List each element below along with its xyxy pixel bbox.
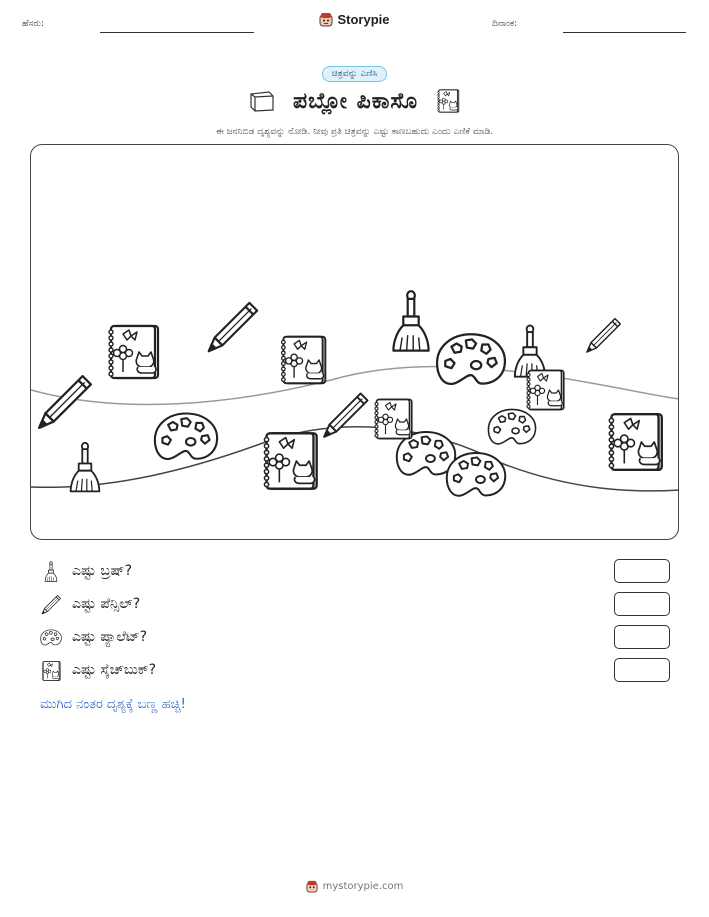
- pencil-icon: [209, 303, 257, 351]
- activity-tag-label: ಚಿತ್ರವನ್ನು ಎಣಿಸಿ: [322, 66, 388, 82]
- sketchbook-icon: [109, 326, 158, 378]
- brush-answer-box[interactable]: [614, 559, 670, 583]
- pencil-icon: [324, 393, 367, 436]
- brand-header: [0, 12, 709, 27]
- question-text: ಎಷ್ಟು ಪೆನ್ಸಿಲ್?: [72, 596, 141, 612]
- sketchbook-icon: [527, 371, 564, 410]
- brand-name: Storypie: [337, 12, 390, 27]
- question-brush: [40, 559, 670, 585]
- brush-icon: [71, 443, 100, 492]
- pencil-icon: [40, 594, 62, 616]
- question-pencil: [40, 592, 670, 618]
- sketchbook-icon: [40, 660, 62, 682]
- pencil-icon: [587, 319, 620, 352]
- footer: [0, 880, 709, 893]
- question-text: ಎಷ್ಟು ಸ್ಕೆಚ್‌ಬುಕ್?: [72, 662, 157, 678]
- name-label: ಹೆಸರು:: [22, 19, 45, 29]
- question-text: ಎಷ್ಟು ಬ್ರಷ್?: [72, 563, 132, 579]
- question-text: ಎಷ್ಟು ಪ್ಯಾಲೆಟ್?: [72, 629, 148, 645]
- sketchbook-icon: [282, 337, 326, 383]
- sketchbook-icon: [609, 414, 662, 470]
- sketchbook-icon: [436, 88, 460, 114]
- storypie-logo-icon: [319, 12, 333, 27]
- instruction-text: ಈ ಜನನಿಬಿಡ ದೃಶ್ಯವನ್ನು ನೋಡಿ. ನೀವು ಪ್ರತಿ ಚಿತ್ರವನ್ನು ಎಷ್ಟು ಕಾಣಬಹುದು ಎಂದು ಎಣಿಕೆ ಮಾಡಿ.: [215, 127, 494, 137]
- scene-illustration: [31, 145, 679, 540]
- brush-icon: [515, 325, 545, 376]
- name-field-line[interactable]: [100, 32, 254, 33]
- counting-scene: [30, 144, 679, 540]
- palette-icon: [447, 453, 505, 496]
- pencil-icon: [39, 376, 91, 428]
- brush-icon: [40, 561, 62, 583]
- question-palette: [40, 625, 670, 651]
- page-title: ಪಬ್ಲೋ ಪಿಕಾಸೊ: [292, 88, 419, 114]
- palette-icon: [155, 413, 217, 458]
- storypie-logo-icon: [306, 880, 318, 893]
- pencil-answer-box[interactable]: [614, 592, 670, 616]
- closing-note: ಮುಗಿದ ನಂತರ ದೃಶ್ಯಕ್ಕೆ ಬಣ್ಣ ಹಚ್ಚಿ!: [40, 697, 186, 712]
- book-icon: [249, 90, 275, 112]
- sketchbook-answer-box[interactable]: [614, 658, 670, 682]
- date-label: ದಿನಾಂಕ:: [492, 19, 518, 29]
- question-sketchbook: [40, 658, 670, 684]
- activity-tag: [0, 66, 709, 82]
- palette-icon: [40, 627, 62, 649]
- palette-icon: [488, 409, 535, 443]
- brush-icon: [393, 291, 428, 350]
- date-field-line[interactable]: [563, 32, 686, 33]
- title-row: [0, 88, 709, 114]
- palette-icon: [437, 334, 505, 384]
- palette-answer-box[interactable]: [614, 625, 670, 649]
- ground-line: [31, 427, 679, 491]
- sketchbook-icon: [264, 433, 316, 488]
- footer-url[interactable]: mystorypie.com: [322, 881, 404, 892]
- sketchbook-icon: [375, 400, 412, 439]
